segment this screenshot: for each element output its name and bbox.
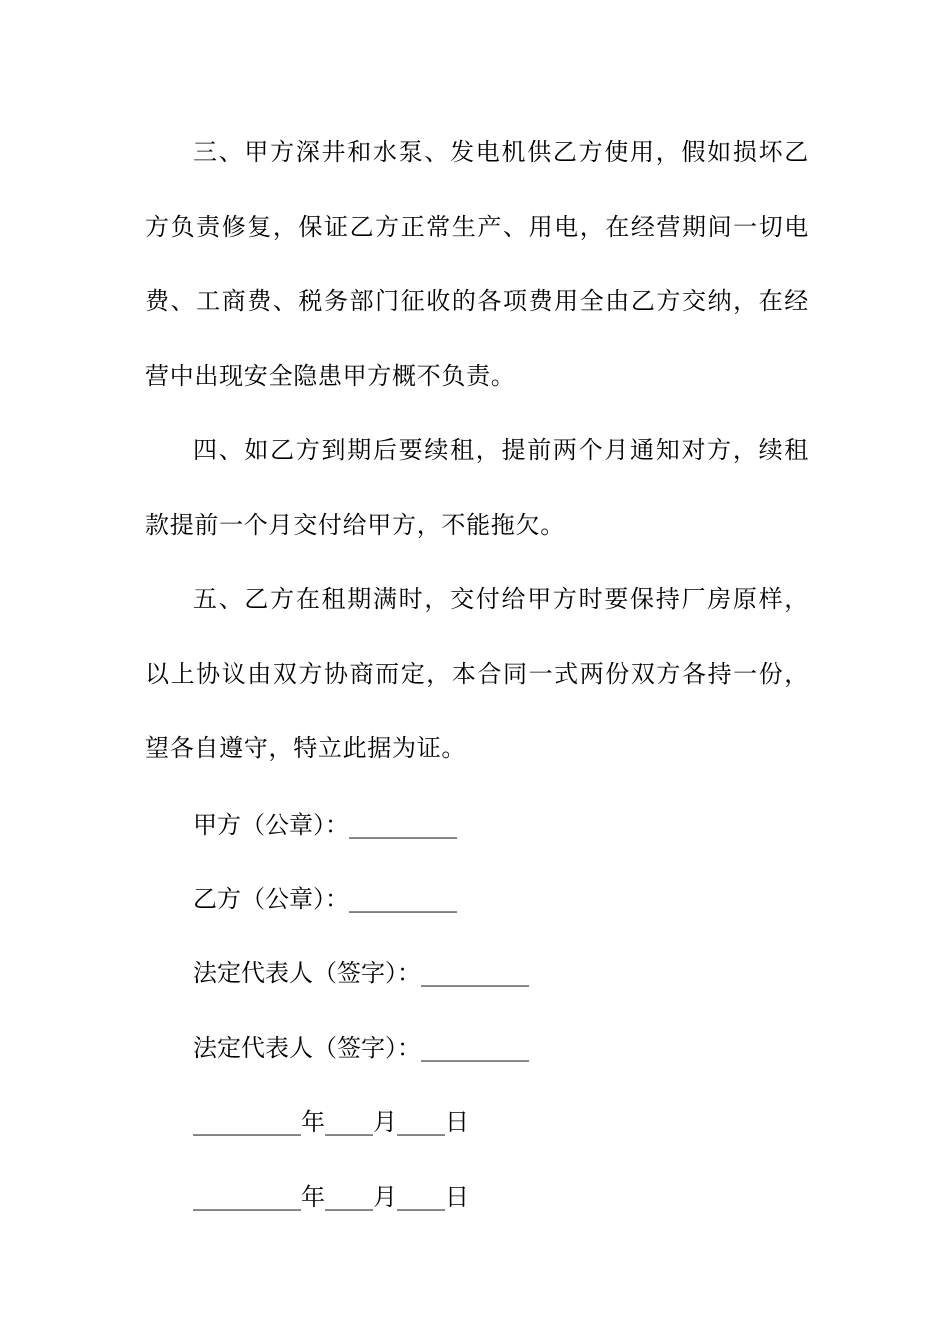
clause-three: 三、甲方深井和水泵、发电机供乙方使用，假如损坏乙方负责修复，保证乙方正常生产、用电，在经营期间一切电费、工商费、税务部门征收的各项费用全由乙方交纳，在经营中出现安全隐患甲方概不负责。 <box>145 138 809 390</box>
clause-five: 五、乙方在租期满时，交付给甲方时要保持厂房原样，以上协议由双方协商而定，本合同一式两份双方各持一份，望各自遵守，特立此据为证。 <box>145 585 809 762</box>
date-line-2: _________年____月____日 <box>193 1183 469 1211</box>
date-line-1: _________年____月____日 <box>193 1108 469 1136</box>
clause-four: 四、如乙方到期后要续租，提前两个月通知对方，续租款提前一个月交付给甲方，不能拖欠。 <box>145 436 809 539</box>
legal-rep-signature-line-1: 法定代表人（签字）：_________ <box>193 959 529 987</box>
party-a-seal-line: 甲方（公章）：_________ <box>193 811 457 839</box>
party-b-seal-line: 乙方（公章）：_________ <box>193 885 457 913</box>
legal-rep-signature-line-2: 法定代表人（签字）：_________ <box>193 1034 529 1062</box>
